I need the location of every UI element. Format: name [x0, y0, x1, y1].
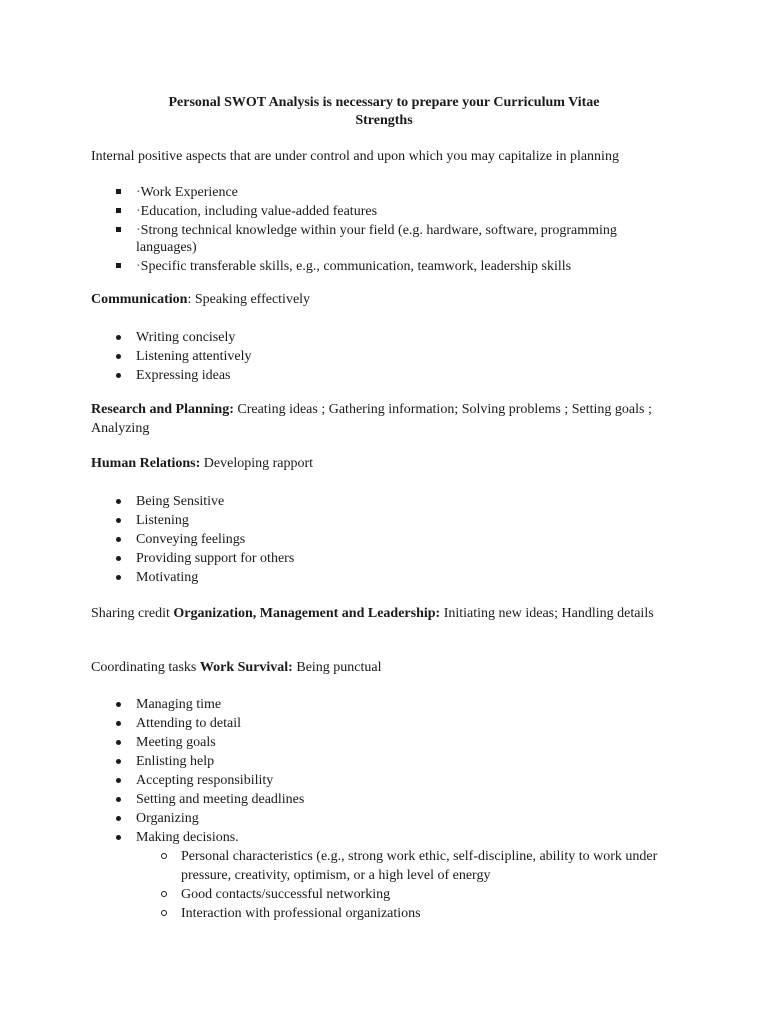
- work-survival-sublist: [136, 847, 671, 923]
- list-item: Writing concisely: [91, 328, 671, 347]
- communication-label: Communication: [91, 292, 188, 307]
- organization-label: Organization, Management and Leadership:: [173, 606, 441, 621]
- title-line-1: Personal SWOT Analysis is necessary to prepare your Curriculum Vitae: [168, 95, 600, 110]
- research-paragraph: Research and Planning: Creating ideas ; Gathering information; Solving problems ; Setting goals ; Analyzing: [91, 402, 652, 436]
- work-survival-label: Work Survival:: [199, 660, 293, 675]
- communication-list: [91, 328, 671, 385]
- work-survival-list: [91, 695, 671, 923]
- sub-list-item: Interaction with professional organizations: [136, 904, 671, 923]
- list-item: Listening attentively: [91, 347, 671, 366]
- list-item: Expressing ideas: [91, 366, 671, 385]
- list-item: Motivating: [91, 568, 671, 587]
- list-item: Meeting goals: [91, 733, 671, 752]
- strengths-list: [91, 183, 671, 276]
- list-item: Attending to detail: [91, 714, 671, 733]
- communication-paragraph: Communication: Speaking effectively: [91, 292, 311, 307]
- list-item: Organizing: [91, 809, 671, 828]
- list-item: Being Sensitive: [91, 492, 671, 511]
- list-item: ·Education, including value-added features: [91, 202, 671, 221]
- list-item: Managing time: [91, 695, 671, 714]
- title-line-2: Strengths: [355, 113, 413, 128]
- list-item: Listening: [91, 511, 671, 530]
- list-item: Enlisting help: [91, 752, 671, 771]
- intro-paragraph: Internal positive aspects that are under control and upon which you may capitalize in planning: [91, 149, 619, 164]
- list-item: Making decisions. Personal characteristics (e.g., strong work ethic, self-discipline, ability to work under pressure, creativity, optimism, or a high level of energy Good contacts/successful networking Interaction with professional organizations: [91, 828, 671, 923]
- document-title: [0, 94, 768, 130]
- human-relations-paragraph: Human Relations: Developing rapport: [91, 456, 314, 471]
- list-item: Conveying feelings: [91, 530, 671, 549]
- work-survival-paragraph: Coordinating tasks Work Survival: Being punctual: [91, 660, 382, 675]
- list-item: ·Specific transferable skills, e.g., communication, teamwork, leadership skills: [91, 257, 671, 276]
- list-item: Providing support for others: [91, 549, 671, 568]
- sub-list-item: Personal characteristics (e.g., strong work ethic, self-discipline, ability to work under pressure, creativity, optimism, or a high level of energy: [136, 847, 671, 885]
- human-relations-label: Human Relations:: [91, 456, 201, 471]
- organization-paragraph: Sharing credit Organization, Management and Leadership: Initiating new ideas; Handling details: [91, 606, 654, 621]
- human-relations-list: [91, 492, 671, 587]
- list-item: Setting and meeting deadlines: [91, 790, 671, 809]
- list-item: ·Strong technical knowledge within your field (e.g. hardware, software, programming languages): [91, 221, 671, 257]
- research-label: Research and Planning:: [91, 402, 234, 417]
- list-item: ·Work Experience: [91, 183, 671, 202]
- list-item: Accepting responsibility: [91, 771, 671, 790]
- sub-list-item: Good contacts/successful networking: [136, 885, 671, 904]
